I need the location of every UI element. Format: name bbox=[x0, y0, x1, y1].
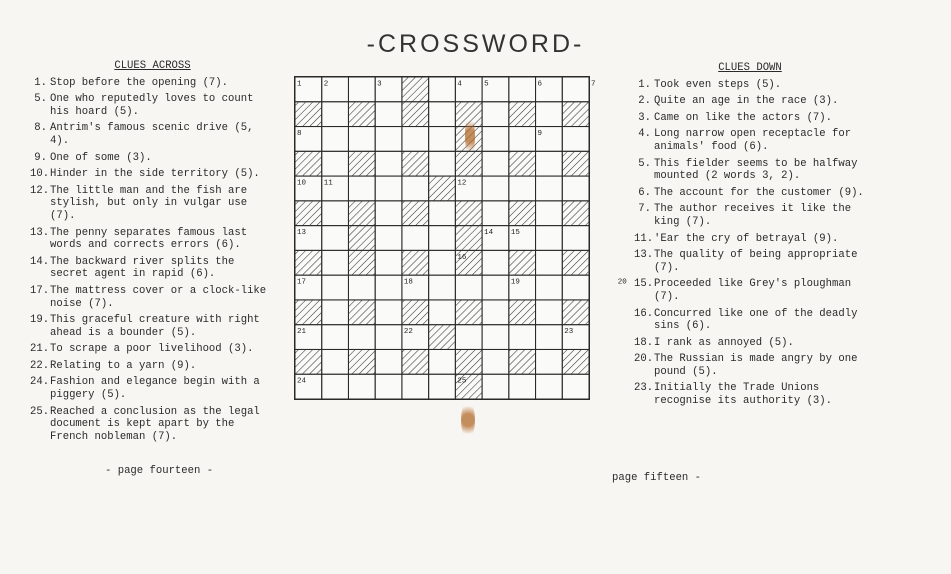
grid-block-cell bbox=[455, 226, 482, 251]
grid-white-cell[interactable] bbox=[322, 201, 349, 226]
down-clue bbox=[634, 203, 866, 228]
clue-number: 4. bbox=[638, 128, 651, 141]
grid-white-cell[interactable] bbox=[482, 275, 509, 300]
across-heading: CLUES ACROSS bbox=[114, 60, 191, 72]
clue-number: 15. bbox=[634, 278, 654, 291]
grid-block-cell bbox=[509, 349, 536, 374]
grid-white-cell[interactable] bbox=[536, 151, 563, 176]
clue-number: 1. bbox=[34, 76, 47, 89]
down-clue bbox=[634, 79, 866, 92]
grid-white-cell[interactable] bbox=[562, 127, 589, 152]
grid-white-cell[interactable] bbox=[429, 151, 456, 176]
clue-number: 1. bbox=[638, 78, 651, 91]
grid-block-cell bbox=[509, 151, 536, 176]
grid-white-cell[interactable] bbox=[322, 226, 349, 251]
grid-white-cell[interactable] bbox=[536, 374, 563, 399]
grid-white-cell[interactable] bbox=[402, 176, 429, 201]
grid-block-cell bbox=[402, 77, 429, 102]
grid-white-cell[interactable] bbox=[375, 325, 402, 350]
down-clue bbox=[634, 128, 866, 153]
across-clue bbox=[30, 376, 275, 401]
grid-white-cell[interactable] bbox=[562, 176, 589, 201]
stain-mark bbox=[465, 115, 475, 157]
across-clue bbox=[30, 77, 275, 90]
across-clue bbox=[30, 343, 275, 356]
grid-white-cell[interactable] bbox=[402, 226, 429, 251]
grid-block-cell bbox=[348, 250, 375, 275]
grid-clue-number: 11 bbox=[323, 179, 333, 188]
down-clue bbox=[634, 278, 866, 303]
down-clue bbox=[634, 112, 866, 125]
clue-text: The backward river splits the secret agent in rapid (6). bbox=[50, 255, 235, 281]
across-clue bbox=[30, 256, 275, 281]
clue-text: This fielder seems to be halfway mounted (2 words 3, 2). bbox=[654, 157, 858, 183]
clue-text: Took even steps (5). bbox=[654, 78, 782, 91]
grid-white-cell[interactable] bbox=[375, 300, 402, 325]
grid-clue-number: 8 bbox=[297, 130, 302, 139]
grid-block-cell bbox=[509, 300, 536, 325]
grid-white-cell[interactable] bbox=[509, 325, 536, 350]
clue-text: The penny separates famous last words and corrects errors (6). bbox=[50, 226, 248, 252]
grid-block-cell bbox=[402, 250, 429, 275]
grid-white-cell[interactable] bbox=[375, 102, 402, 127]
grid-block-cell bbox=[295, 349, 322, 374]
across-clue bbox=[30, 285, 275, 310]
page-title: -CROSSWORD- bbox=[366, 30, 585, 58]
grid-clue-number: 3 bbox=[377, 80, 382, 89]
down-clue bbox=[634, 308, 866, 333]
clue-number: 7. bbox=[638, 203, 651, 216]
grid-block-cell bbox=[562, 151, 589, 176]
down-clue bbox=[634, 158, 866, 183]
grid-white-cell[interactable] bbox=[322, 374, 349, 399]
clue-number: 8. bbox=[34, 122, 47, 135]
grid-white-cell[interactable] bbox=[509, 127, 536, 152]
grid-white-cell[interactable] bbox=[322, 127, 349, 152]
across-clue bbox=[30, 360, 275, 373]
clue-text: Concurred like one of the deadly sins (6). bbox=[654, 307, 858, 333]
grid-white-cell[interactable] bbox=[322, 151, 349, 176]
grid-white-cell[interactable] bbox=[429, 349, 456, 374]
clue-text: Relating to a yarn (9). bbox=[50, 359, 197, 372]
clue-text: One who reputedly loves to count his hoard (5). bbox=[50, 93, 254, 118]
down-clue bbox=[634, 95, 866, 108]
page-number-right: page fifteen - bbox=[612, 472, 702, 484]
across-clue bbox=[30, 185, 275, 223]
grid-block-cell bbox=[348, 226, 375, 251]
clue-text: This graceful creature with right ahead is a bounder (5). bbox=[50, 314, 260, 339]
down-clue bbox=[634, 353, 866, 378]
across-clue bbox=[30, 406, 275, 444]
grid-white-cell[interactable] bbox=[348, 275, 375, 300]
grid-clue-number: 21 bbox=[297, 328, 307, 337]
grid-white-cell[interactable] bbox=[348, 325, 375, 350]
grid-clue-number: 6 bbox=[537, 80, 543, 89]
grid-clue-number: 22 bbox=[403, 328, 413, 337]
grid-white-cell[interactable] bbox=[482, 201, 509, 226]
grid-white-cell[interactable] bbox=[429, 226, 456, 251]
grid-white-cell[interactable] bbox=[536, 300, 563, 325]
grid-white-cell[interactable] bbox=[536, 201, 563, 226]
grid-white-cell[interactable] bbox=[375, 151, 402, 176]
grid-white-cell[interactable] bbox=[482, 151, 509, 176]
down-heading: CLUES DOWN bbox=[718, 62, 782, 74]
grid-white-cell[interactable] bbox=[536, 102, 563, 127]
clue-text: Came on like the actors (7). bbox=[654, 111, 833, 124]
clue-number: 24. bbox=[30, 376, 50, 389]
across-clue bbox=[30, 168, 275, 181]
grid-white-cell[interactable] bbox=[429, 374, 456, 399]
grid-clue-number: 18 bbox=[403, 278, 413, 287]
clue-text: The mattress cover or a clock-like noise (7). bbox=[50, 284, 267, 310]
clue-number: 5. bbox=[638, 157, 651, 170]
clue-number: 11. bbox=[634, 232, 654, 245]
grid-white-cell[interactable] bbox=[348, 77, 375, 102]
grid-block-cell bbox=[402, 102, 429, 127]
grid-white-cell[interactable] bbox=[562, 226, 589, 251]
grid-white-cell[interactable] bbox=[375, 201, 402, 226]
grid-block-cell bbox=[429, 325, 456, 350]
grid-block-cell bbox=[509, 102, 536, 127]
grid-white-cell[interactable] bbox=[429, 77, 456, 102]
grid-white-cell[interactable] bbox=[375, 127, 402, 152]
clue-text: The little man and the fish are stylish, but only in vulgar use (7). bbox=[50, 184, 248, 222]
grid-clue-number: 7 bbox=[591, 80, 596, 89]
clue-number: 12. bbox=[30, 184, 50, 197]
grid-white-cell[interactable] bbox=[375, 226, 402, 251]
grid-clue-number: 12 bbox=[457, 179, 467, 188]
clue-number: 17. bbox=[30, 284, 50, 297]
down-clue bbox=[634, 233, 866, 246]
clue-number: 13. bbox=[634, 249, 654, 262]
grid-white-cell[interactable] bbox=[455, 275, 482, 300]
grid-clue-number: 20 bbox=[617, 278, 627, 287]
grid-white-cell[interactable] bbox=[375, 250, 402, 275]
grid-white-cell[interactable] bbox=[482, 176, 509, 201]
grid-block-cell bbox=[295, 102, 322, 127]
clue-text: The Russian is made angry by one pound (5). bbox=[654, 353, 858, 378]
clue-number: 3. bbox=[638, 111, 651, 124]
grid-clue-number: 15 bbox=[510, 229, 520, 238]
clue-text: One of some (3). bbox=[50, 151, 152, 164]
clue-number: 23. bbox=[634, 382, 654, 395]
grid-block-cell bbox=[455, 201, 482, 226]
grid-block-cell bbox=[348, 102, 375, 127]
down-clue bbox=[634, 337, 866, 350]
clue-number: 2. bbox=[638, 95, 651, 108]
grid-white-cell[interactable] bbox=[536, 226, 563, 251]
grid-white-cell[interactable] bbox=[509, 176, 536, 201]
across-clue bbox=[30, 152, 275, 165]
grid-block-cell bbox=[562, 250, 589, 275]
across-clue bbox=[30, 93, 275, 118]
grid-block-cell bbox=[402, 201, 429, 226]
grid-white-cell[interactable] bbox=[482, 127, 509, 152]
grid-white-cell[interactable] bbox=[322, 250, 349, 275]
grid-clue-number: 2 bbox=[323, 80, 329, 89]
grid-clue-number: 14 bbox=[484, 229, 494, 238]
clue-text: Quite an age in the race (3). bbox=[654, 95, 839, 108]
grid-clue-number: 4 bbox=[457, 80, 462, 89]
grid-block-cell bbox=[562, 349, 589, 374]
clue-text: I rank as annoyed (5). bbox=[654, 336, 794, 349]
grid-white-cell[interactable] bbox=[536, 176, 563, 201]
clue-number: 18. bbox=[634, 336, 654, 349]
grid-block-cell bbox=[509, 250, 536, 275]
down-clues bbox=[634, 62, 866, 408]
clue-text: The author receives it like the king (7). bbox=[654, 203, 852, 228]
grid-white-cell[interactable] bbox=[509, 374, 536, 399]
grid-white-cell[interactable] bbox=[482, 102, 509, 127]
grid-block-cell bbox=[348, 300, 375, 325]
clue-number: 13. bbox=[30, 226, 50, 239]
clue-text: Antrim's famous scenic drive (5, 4). bbox=[50, 122, 254, 147]
grid-white-cell[interactable] bbox=[536, 250, 563, 275]
grid-white-cell[interactable] bbox=[375, 176, 402, 201]
clue-text: To scrape a poor livelihood (3). bbox=[50, 343, 254, 356]
grid-clue-number: 19 bbox=[510, 278, 520, 287]
grid-block-cell bbox=[455, 300, 482, 325]
grid-block-cell bbox=[348, 201, 375, 226]
grid-white-cell[interactable] bbox=[322, 102, 349, 127]
grid-clue-number: 16 bbox=[457, 253, 467, 262]
grid-block-cell bbox=[348, 349, 375, 374]
across-list bbox=[30, 77, 275, 444]
grid-white-cell[interactable] bbox=[322, 325, 349, 350]
grid-block-cell bbox=[562, 102, 589, 127]
grid-block-cell bbox=[348, 151, 375, 176]
across-clue bbox=[30, 122, 275, 147]
clue-number: 6. bbox=[638, 186, 651, 199]
grid-white-cell[interactable] bbox=[429, 275, 456, 300]
grid-block-cell bbox=[562, 300, 589, 325]
grid-white-cell[interactable] bbox=[536, 275, 563, 300]
grid-block-cell bbox=[429, 176, 456, 201]
grid-block-cell bbox=[509, 201, 536, 226]
grid-clue-number: 5 bbox=[484, 80, 489, 89]
grid-white-cell[interactable] bbox=[375, 275, 402, 300]
clue-number: 5. bbox=[34, 93, 47, 106]
grid-white-cell[interactable] bbox=[536, 349, 563, 374]
grid-white-cell[interactable] bbox=[322, 275, 349, 300]
clue-number: 20. bbox=[634, 353, 654, 366]
grid-white-cell[interactable] bbox=[348, 127, 375, 152]
grid-white-cell[interactable] bbox=[322, 349, 349, 374]
grid-white-cell[interactable] bbox=[482, 300, 509, 325]
grid-white-cell[interactable] bbox=[375, 374, 402, 399]
grid-white-cell[interactable] bbox=[375, 349, 402, 374]
across-clue bbox=[30, 227, 275, 252]
crossword-grid[interactable] bbox=[294, 76, 627, 400]
grid-white-cell[interactable] bbox=[429, 102, 456, 127]
grid-white-cell[interactable] bbox=[402, 127, 429, 152]
grid-white-cell[interactable] bbox=[562, 275, 589, 300]
across-clues bbox=[30, 60, 275, 443]
grid-white-cell[interactable] bbox=[509, 77, 536, 102]
grid-clue-number: 13 bbox=[297, 229, 307, 238]
grid-clue-number: 25 bbox=[457, 377, 467, 386]
clue-number: 9. bbox=[34, 151, 47, 164]
clue-text: Initially the Trade Unions recognise its authority (3). bbox=[654, 382, 833, 408]
grid-white-cell[interactable] bbox=[402, 374, 429, 399]
clue-number: 25. bbox=[30, 405, 50, 418]
down-clue bbox=[634, 382, 866, 407]
grid-white-cell[interactable] bbox=[482, 250, 509, 275]
clue-number: 14. bbox=[30, 255, 50, 268]
grid-block-cell bbox=[295, 151, 322, 176]
across-clue bbox=[30, 314, 275, 339]
grid-white-cell[interactable] bbox=[429, 201, 456, 226]
clue-text: Stop before the opening (7). bbox=[50, 76, 229, 89]
clue-text: The account for the customer (9). bbox=[654, 186, 864, 199]
grid-white-cell[interactable] bbox=[348, 374, 375, 399]
clue-number: 22. bbox=[30, 359, 50, 372]
stain-mark bbox=[461, 401, 475, 439]
down-list bbox=[634, 79, 866, 408]
grid-white-cell[interactable] bbox=[482, 325, 509, 350]
grid-white-cell[interactable] bbox=[322, 300, 349, 325]
grid-block-cell bbox=[295, 201, 322, 226]
grid-white-cell[interactable] bbox=[536, 325, 563, 350]
grid-clue-number: 24 bbox=[297, 377, 307, 386]
grid-block-cell bbox=[562, 201, 589, 226]
clue-text: The quality of being appropriate (7). bbox=[654, 249, 858, 274]
grid-clue-number: 9 bbox=[537, 130, 543, 139]
grid-white-cell[interactable] bbox=[348, 176, 375, 201]
page-number-left: - page fourteen - bbox=[105, 465, 214, 477]
down-clue bbox=[634, 249, 866, 274]
grid-block-cell bbox=[295, 300, 322, 325]
grid-block-cell bbox=[295, 250, 322, 275]
grid-block-cell bbox=[402, 300, 429, 325]
grid-white-cell[interactable] bbox=[429, 300, 456, 325]
grid-white-cell[interactable] bbox=[482, 374, 509, 399]
grid-white-cell[interactable] bbox=[429, 250, 456, 275]
grid-block-cell bbox=[402, 349, 429, 374]
clue-text: Hinder in the side territory (5). bbox=[50, 168, 260, 181]
grid-block-cell bbox=[455, 349, 482, 374]
grid-white-cell[interactable] bbox=[482, 349, 509, 374]
grid-clue-number: 1 bbox=[297, 80, 302, 89]
clue-text: 'Ear the cry of betrayal (9). bbox=[654, 232, 839, 245]
clue-text: Proceeded like Grey's ploughman (7). bbox=[654, 278, 852, 303]
clue-text: Long narrow open receptacle for animals' food (6). bbox=[654, 128, 852, 153]
clue-number: 16. bbox=[634, 307, 654, 320]
clue-text: Fashion and elegance begin with a piggery (5). bbox=[50, 376, 260, 402]
clue-text: Reached a conclusion as the legal document is kept apart by the French nobleman (7). bbox=[50, 405, 260, 443]
grid-clue-number: 23 bbox=[564, 328, 574, 337]
clue-number: 10. bbox=[30, 168, 50, 181]
grid-block-cell bbox=[402, 151, 429, 176]
clue-number: 19. bbox=[30, 314, 50, 327]
down-clue bbox=[634, 187, 866, 200]
clue-number: 21. bbox=[30, 343, 50, 356]
grid-white-cell[interactable] bbox=[562, 77, 589, 102]
grid-white-cell[interactable] bbox=[562, 374, 589, 399]
grid-white-cell[interactable] bbox=[429, 127, 456, 152]
grid-white-cell[interactable] bbox=[455, 325, 482, 350]
grid-clue-number: 17 bbox=[297, 278, 307, 287]
grid-svg bbox=[295, 77, 627, 399]
grid-clue-number: 10 bbox=[297, 179, 307, 188]
